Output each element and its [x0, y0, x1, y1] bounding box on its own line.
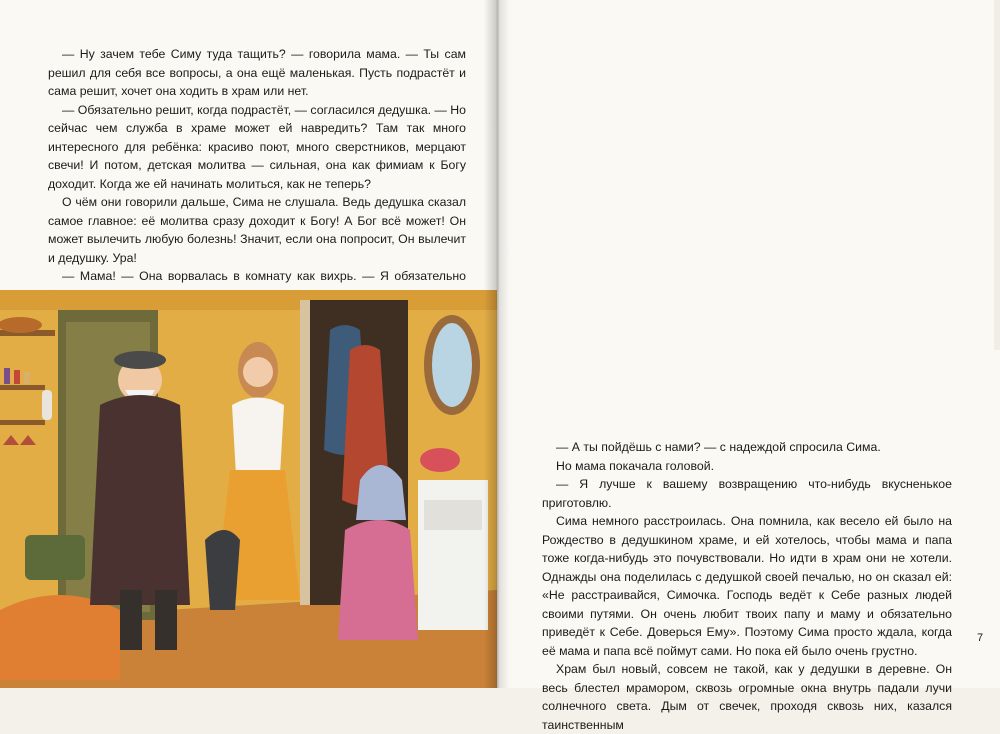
right-page-text [542, 438, 952, 734]
paragraph: О чём они говорили дальше, Сима не слушала. Ведь дедушка сказал самое главное: её молитва сразу доходит к Богу! А Бог всё может! Он может вылечить любую болезнь! Значит, если она попросит, Он вылечит и дедушку. Ура! [48, 195, 466, 265]
window-illustration [994, 0, 1000, 430]
paragraph: — Я лучше к вашему возвращению что-нибудь вкусненькое приготовлю. [542, 477, 952, 510]
paragraph: — Ну зачем тебе Симу туда тащить? — говорила мама. — Ты сам решил для себя все вопросы, а она ещё маленькая. Пусть подрастёт и сама решит, хочет она ходить в храм или нет. [48, 47, 466, 98]
paragraph: Храм был новый, совсем не такой, как у дедушки в деревне. Он весь блестел мрамором, сквозь огромные окна внутрь падали лучи солнечного света. Дым от свечек, проходя сквозь них, казался таинственным [542, 662, 952, 732]
paragraph: — Обязательно решит, когда подрастёт, — согласился дедушка. — Но сейчас чем служба в храме может ей навредить? Там так много интересного для ребёнка: красиво поют, много сверстников, мерцают свечи! И потом, детская молитва — сильная, она как фимиам к Богу доходит. Когда же ей начинать молиться, как не теперь? [48, 102, 466, 191]
paragraph: — А ты пойдёшь с нами? — с надеждой спросила Сима. [556, 440, 881, 454]
hallway-illustration [0, 290, 497, 688]
left-page [0, 0, 497, 688]
page-number: 7 [977, 632, 984, 644]
paragraph: — Мама! — Она ворвалась в комнату как вихрь. — Я обязательно [62, 269, 466, 283]
paragraph: Сима немного расстроилась. Она помнила, как весело ей было на Рождество в дедушкином храме, и ей хотелось, чтобы мама и папа тоже когда-нибудь это почувствовали. Но идти в храм они не хотели. Однажды она поделилась с дедушкой своей печалью, но он сказал ей: «Не расстраивайся, Симочка. Господь ведёт к Себе разных людей своими путями. Он очень любит твоих папу и маму и обязательно приведёт к Себе. Доверься Ему». Поэтому Сима просто ждала, когда её мама и папа всё поймут сами. Но пока ей было очень грустно. [542, 514, 952, 658]
paragraph: Но мама покачала головой. [556, 458, 714, 473]
